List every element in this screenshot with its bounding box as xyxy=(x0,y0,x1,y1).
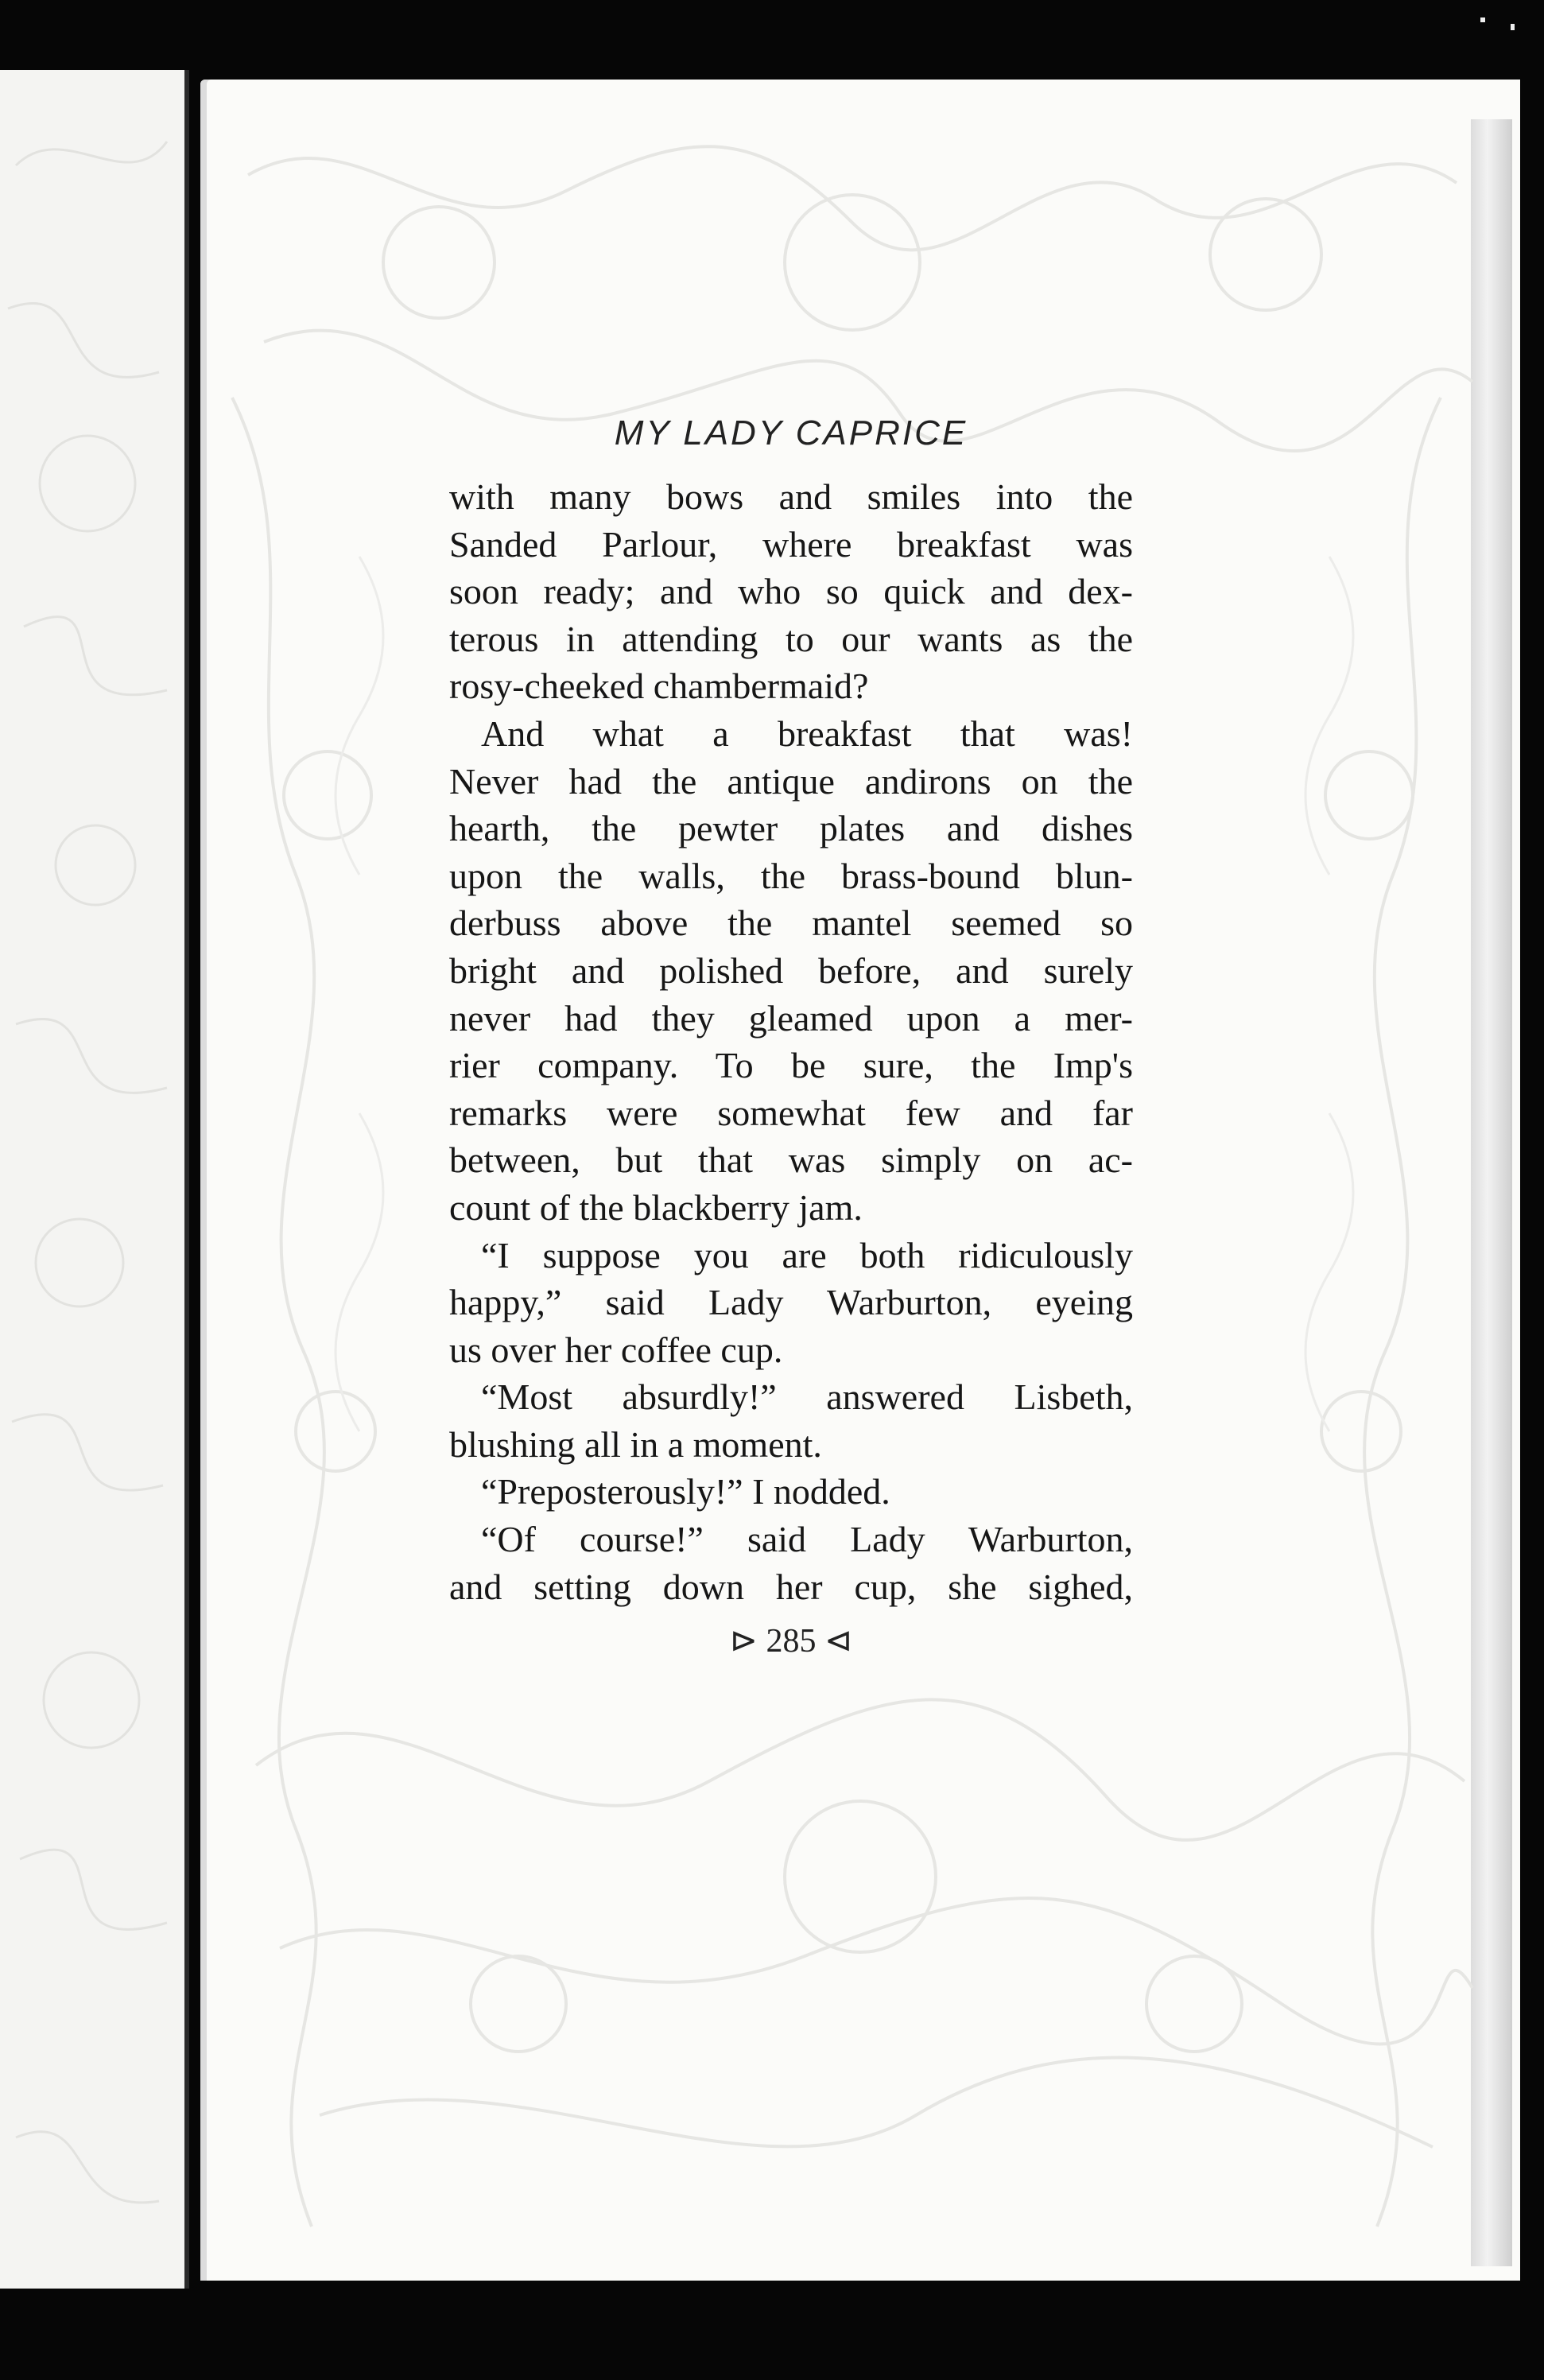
facing-page-edge xyxy=(0,70,189,2289)
text-line: happy,” said Lady Warburton, eyeing xyxy=(449,1282,1133,1323)
text-line: between, but that was simply on ac- xyxy=(449,1140,1133,1181)
text-line: us over her coffee cup. xyxy=(449,1329,783,1370)
text-line: “I suppose you are both ridiculously xyxy=(481,1234,1133,1275)
text-line: remarks were somewhat few and far xyxy=(449,1092,1133,1133)
text-line: bright and polished before, and surely xyxy=(449,949,1133,991)
text-line: Never had the antique andirons on the xyxy=(449,760,1133,802)
text-line: rosy-cheeked chambermaid? xyxy=(449,666,869,707)
text-line: “Preposterously!” I nodded. xyxy=(481,1471,890,1512)
text-line: Sanded Parlour, where breakfast was xyxy=(449,523,1133,565)
scan-speck xyxy=(1511,24,1515,30)
facing-page-ornament xyxy=(0,70,184,2289)
text-line: rier company. To be sure, the Imp's xyxy=(449,1045,1133,1086)
text-line: derbuss above the mantel seemed so xyxy=(449,903,1133,944)
text-line: blushing all in a moment. xyxy=(449,1423,822,1465)
text-line: “Most absurdly!” answered Lisbeth, xyxy=(481,1376,1133,1418)
text-line: “Of course!” said Lady Warburton, xyxy=(481,1519,1133,1560)
text-line: and setting down her cup, she sighed, xyxy=(449,1566,1133,1607)
text-line: hearth, the pewter plates and dishes xyxy=(449,808,1133,849)
text-line: And what a breakfast that was! xyxy=(481,712,1133,754)
scan-speck xyxy=(1480,17,1485,22)
text-line: with many bows and smiles into the xyxy=(449,476,1133,517)
page-number: ⊳ 285 ⊲ xyxy=(729,1623,853,1660)
running-head: MY LADY CAPRICE xyxy=(614,413,968,452)
text-line: upon the walls, the brass-bound blun- xyxy=(449,855,1133,896)
text-line: soon ready; and who so quick and dex- xyxy=(449,571,1133,612)
text-line: never had they gleamed upon a mer- xyxy=(449,997,1133,1039)
text-line: count of the blackberry jam. xyxy=(449,1186,863,1228)
body-text xyxy=(449,473,1133,1610)
text-line: terous in attending to our wants as the xyxy=(449,618,1133,659)
